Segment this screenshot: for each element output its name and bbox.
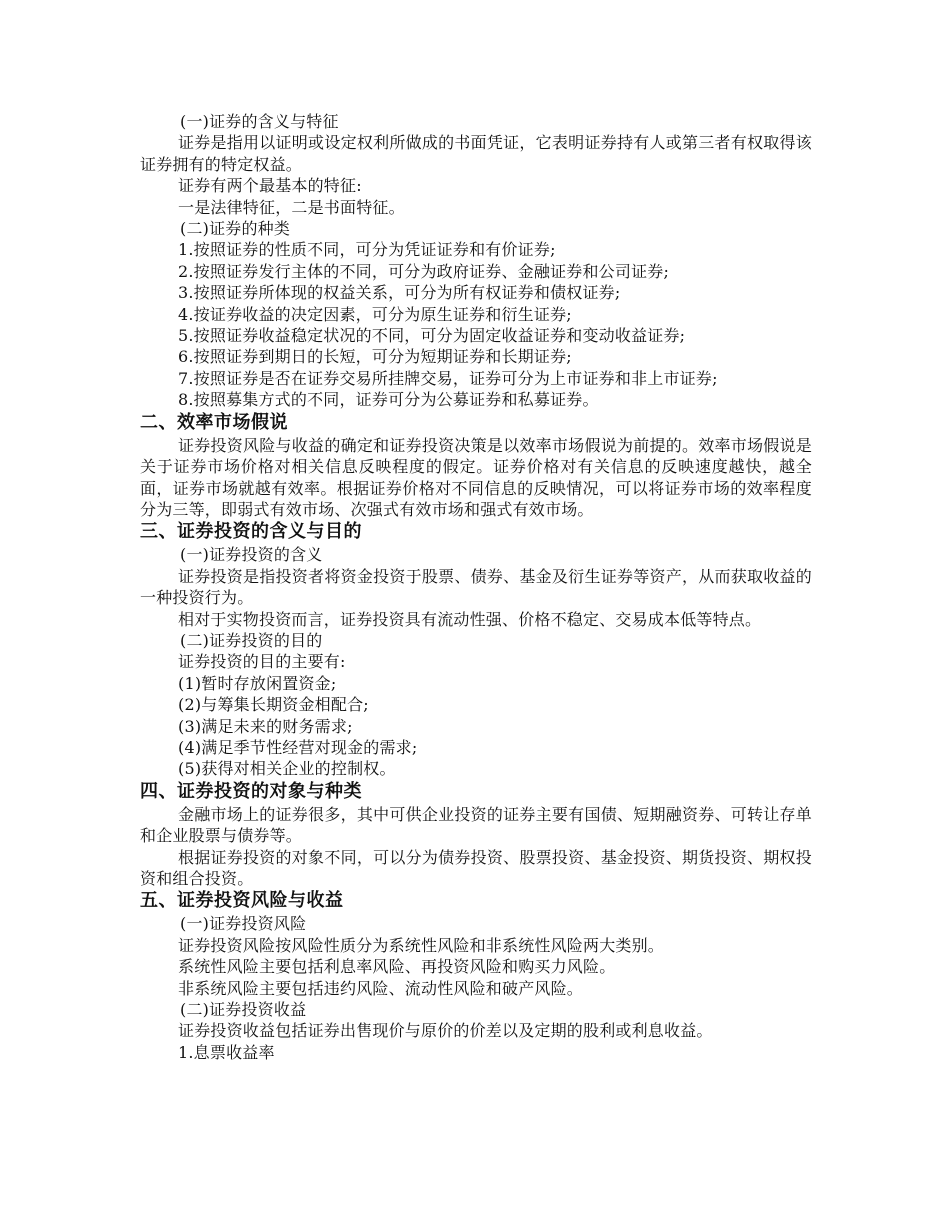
subheading-securities-meaning: (一)证券的含义与特征 [180,112,339,131]
paragraph-securities-features-intro: 证券有两个最基本的特征: [178,176,362,196]
paragraph-investment-definition: 证券投资是指投资者将资金投资于股票、债券、基金及衍生证券等资产，从而获取收益的一种投资行为。 [140,566,812,608]
list-item: 4.按证券收益的决定因素，可分为原生证券和衍生证券; [178,304,572,324]
subheading-investment-risk: (一)证券投资风险 [180,914,307,934]
document-page [140,111,812,1063]
section-heading-investment-objects: 四、证券投资的对象与种类 [140,780,362,802]
list-item: (2)与筹集长期资金相配合; [178,695,369,715]
list-item: 2.按照证券发行主体的不同，可分为政府证券、金融证券和公司证券; [178,261,670,281]
paragraph-investment-purpose-intro: 证券投资的目的主要有: [178,652,346,672]
section-heading-investment-meaning: 三、证券投资的含义与目的 [140,521,362,543]
paragraph-risk-categories: 证券投资风险按风险性质分为系统性风险和非系统性风险两大类别。 [178,935,665,955]
paragraph-unsystematic-risk: 非系统风险主要包括违约风险、流动性风险和破产风险。 [178,978,584,998]
paragraph-securities-features: 一是法律特征，二是书面特征。 [178,197,405,217]
section-heading-risk-return: 五、证券投资风险与收益 [140,890,344,912]
subheading-investment-purpose: (二)证券投资的目的 [180,630,323,650]
list-item: 3.按照证券所体现的权益关系，可分为所有权证券和债权证券; [178,283,621,303]
list-item: (5)获得对相关企业的控制权。 [178,759,396,779]
subheading-investment-return: (二)证券投资收益 [180,1000,307,1020]
list-item: (3)满足未来的财务需求; [178,716,353,736]
list-item: 1.息票收益率 [178,1042,275,1062]
list-item: 5.按照证券收益稳定状况的不同，可分为固定收益证券和变动收益证券; [178,326,686,346]
paragraph-securities-definition: 证券是指用以证明或设定权利所做成的书面凭证，它表明证券持有人或第三者有权取得该证券拥有的特定权益。 [140,133,812,174]
list-item: 8.按照募集方式的不同，证券可分为公募证券和私募证券。 [178,390,599,410]
subheading-securities-types: (二)证券的种类 [180,219,291,239]
paragraph-investment-characteristics: 相对于实物投资而言，证券投资具有流动性强、价格不稳定、交易成本低等特点。 [178,609,762,629]
paragraph-systematic-risk: 系统性风险主要包括利息率风险、再投资风险和购买力风险。 [178,957,616,977]
paragraph-investment-kinds: 根据证券投资的对象不同，可以分为债券投资、股票投资、基金投资、期货投资、期权投资和组合投资。 [140,847,812,888]
list-item: 6.按照证券到期日的长短，可分为短期证券和长期证券; [178,347,572,367]
list-item: (4)满足季节性经营对现金的需求; [178,737,418,757]
list-item: (1)暂时存放闲置资金; [178,673,337,693]
paragraph-investment-objects: 金融市场上的证券很多，其中可供企业投资的证券主要有国债、短期融资券、可转让存单和企业股票与债券等。 [140,804,812,846]
list-item: 1.按照证券的性质不同，可分为凭证证券和有价证券; [178,240,556,260]
subheading-investment-meaning: (一)证券投资的含义 [180,545,323,565]
paragraph-investment-return: 证券投资收益包括证券出售现价与原价的价差以及定期的股利或利息收益。 [178,1021,713,1041]
paragraph-efficient-market: 证券投资风险与收益的确定和证券投资决策是以效率市场假说为前提的。效率市场假说是关于证券市场价格对相关信息反映程度的假定。证券价格对有关信息的反映速度越快，越全面，证券市场就越有效率。根据证券价格对不同信息的反映情况，可以将证券市场的效率程度分为三等，即弱式有效市场、次强式有效市场和强式有效市场。 [140,435,812,519]
section-heading-efficient-market: 二、效率市场假说 [140,411,288,433]
list-item: 7.按照证券是否在证券交易所挂牌交易，证券可分为上市证券和非上市证券; [178,368,718,388]
